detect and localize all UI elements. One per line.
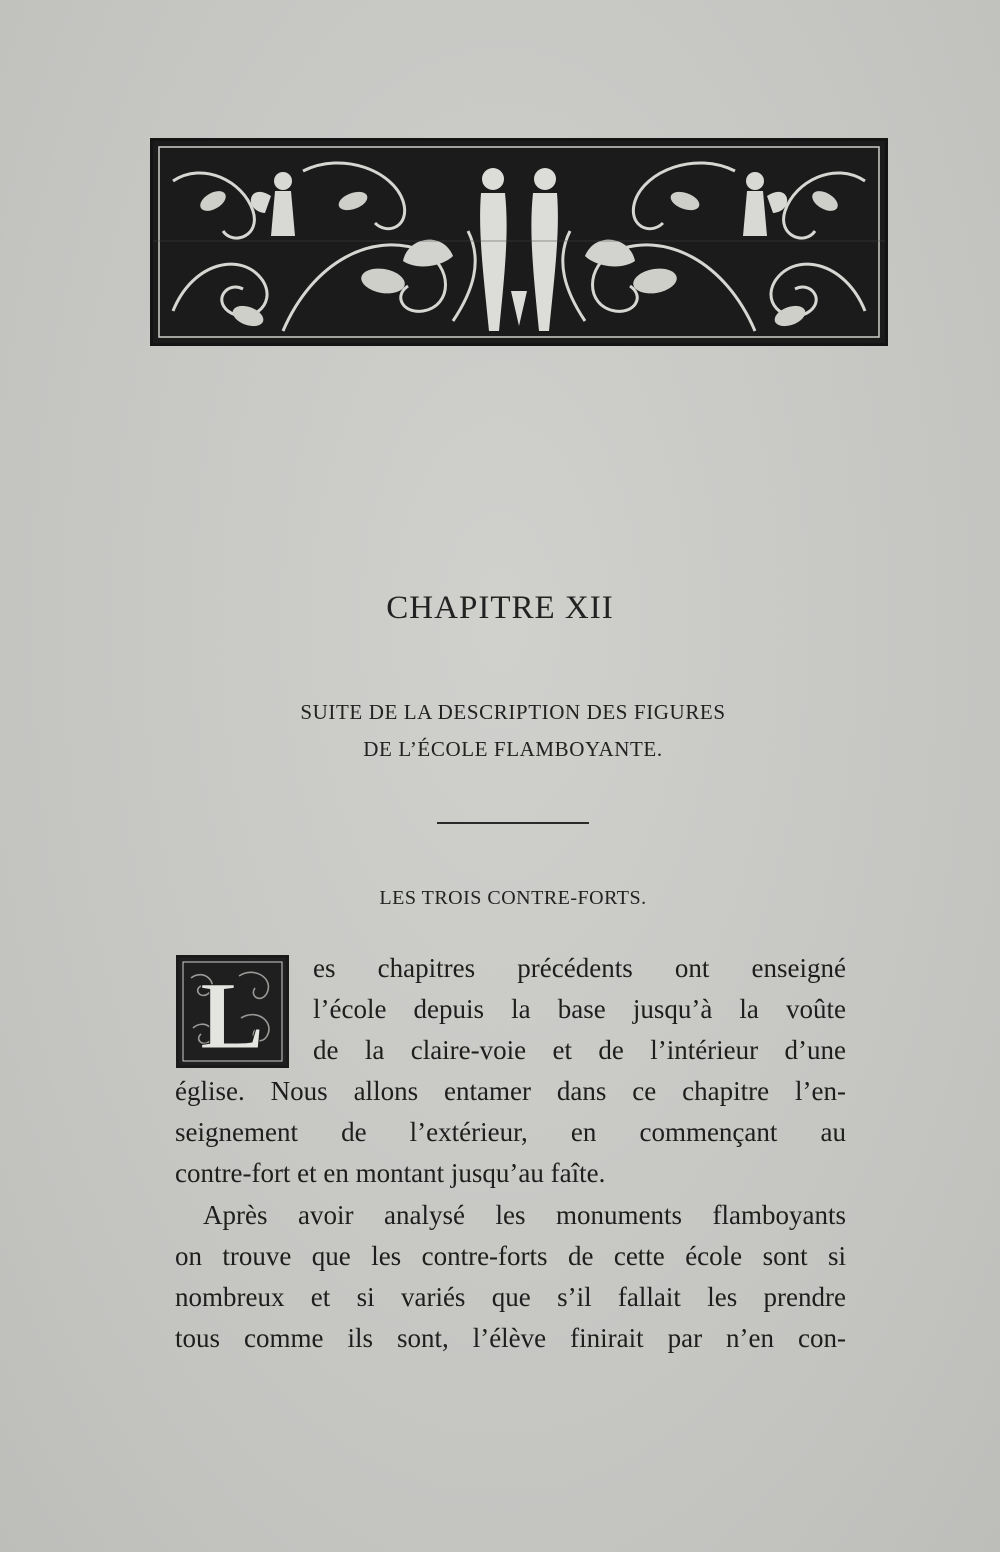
chapter-subtitle-line-2: DE L’ÉCOLE FLAMBOYANTE.	[363, 737, 663, 761]
drop-cap	[176, 955, 289, 1068]
text-line: es chapitres précédents ont enseigné	[313, 953, 846, 983]
text-line: seignement de l’extérieur, en commençant au	[175, 1117, 846, 1147]
text-line: on trouve que les contre-forts de cette école sont si	[175, 1241, 846, 1271]
drop-cap-letter: L	[199, 962, 265, 1065]
text-line: église. Nous allons entamer dans ce chapitre l’en-	[175, 1076, 846, 1106]
chapter-subtitle-line-1: SUITE DE LA DESCRIPTION DES FIGURES	[300, 700, 726, 724]
drop-cap-ornament	[179, 958, 286, 1065]
text-line: Après avoir analysé les monuments flamboyants	[203, 1200, 846, 1230]
text-line: de la claire-voie et de l’intérieur d’une	[313, 1035, 846, 1065]
text-line: l’école depuis la base jusqu’à la voûte	[313, 994, 846, 1024]
text-line: nombreux et si variés que s’il fallait les prendre	[175, 1282, 846, 1312]
chapter-title: CHAPITRE XII	[386, 590, 614, 626]
text-line: contre-fort et en montant jusqu’au faîte.	[175, 1158, 606, 1188]
section-divider	[437, 822, 589, 824]
section-heading: LES TROIS CONTRE-FORTS.	[379, 887, 647, 909]
ornament-graphic	[153, 141, 885, 343]
text-line: tous comme ils sont, l’élève finirait par n’en con-	[175, 1323, 846, 1353]
ornamental-headpiece	[150, 138, 888, 346]
